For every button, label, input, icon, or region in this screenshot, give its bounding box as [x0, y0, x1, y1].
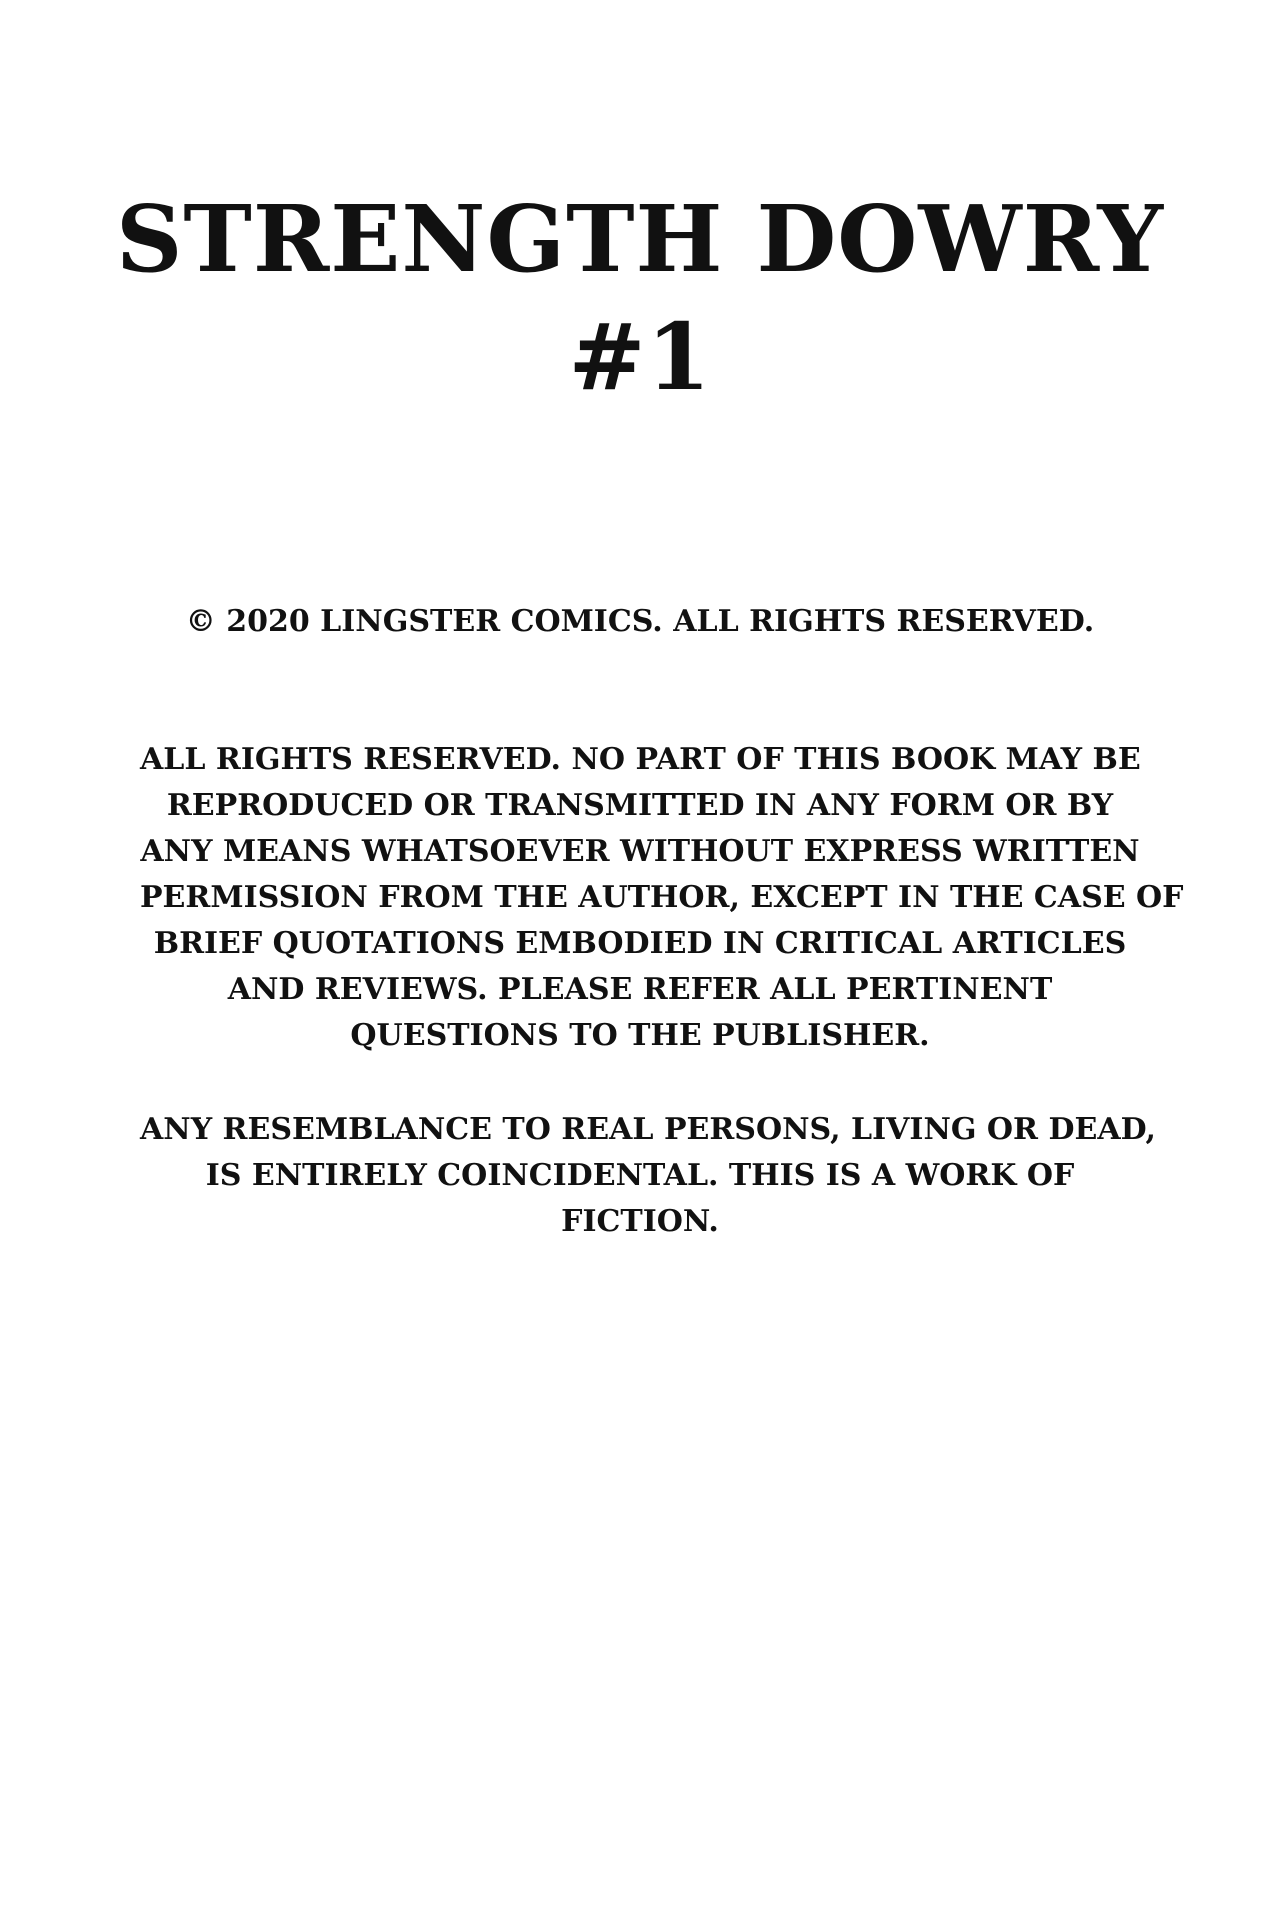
book-title-name: STRENGTH DOWRY	[115, 185, 1165, 293]
rights-notice-line: BRIEF QUOTATIONS EMBODIED IN CRITICAL ARTICLES	[153, 926, 1127, 961]
disclaimer-line: FICTION.	[561, 1204, 719, 1239]
fiction-disclaimer	[140, 1107, 1156, 1245]
rights-notice-line: AND REVIEWS. PLEASE REFER ALL PERTINENT	[227, 972, 1053, 1007]
rights-notice-line: ANY MEANS WHATSOEVER WITHOUT EXPRESS WRITTEN	[140, 834, 1140, 869]
rights-notice-line: REPRODUCED OR TRANSMITTED IN ANY FORM OR BY	[166, 788, 1114, 823]
rights-notice-line: PERMISSION FROM THE AUTHOR, EXCEPT IN THE CASE OF	[140, 880, 1184, 915]
disclaimer-line: ANY RESEMBLANCE TO REAL PERSONS, LIVING OR DEAD,	[140, 1112, 1156, 1147]
disclaimer-line: IS ENTIRELY COINCIDENTAL. THIS IS A WORK OF	[205, 1158, 1075, 1193]
rights-notice-line: QUESTIONS TO THE PUBLISHER.	[350, 1018, 930, 1053]
rights-notice-line: ALL RIGHTS RESERVED. NO PART OF THIS BOOK MAY BE	[140, 742, 1141, 777]
rights-notice	[140, 737, 1184, 1059]
copyright-line: © 2020 LINGSTER COMICS. ALL RIGHTS RESERVED.	[185, 604, 1095, 639]
book-issue-number: #1	[568, 303, 712, 411]
book-title	[0, 180, 1280, 416]
